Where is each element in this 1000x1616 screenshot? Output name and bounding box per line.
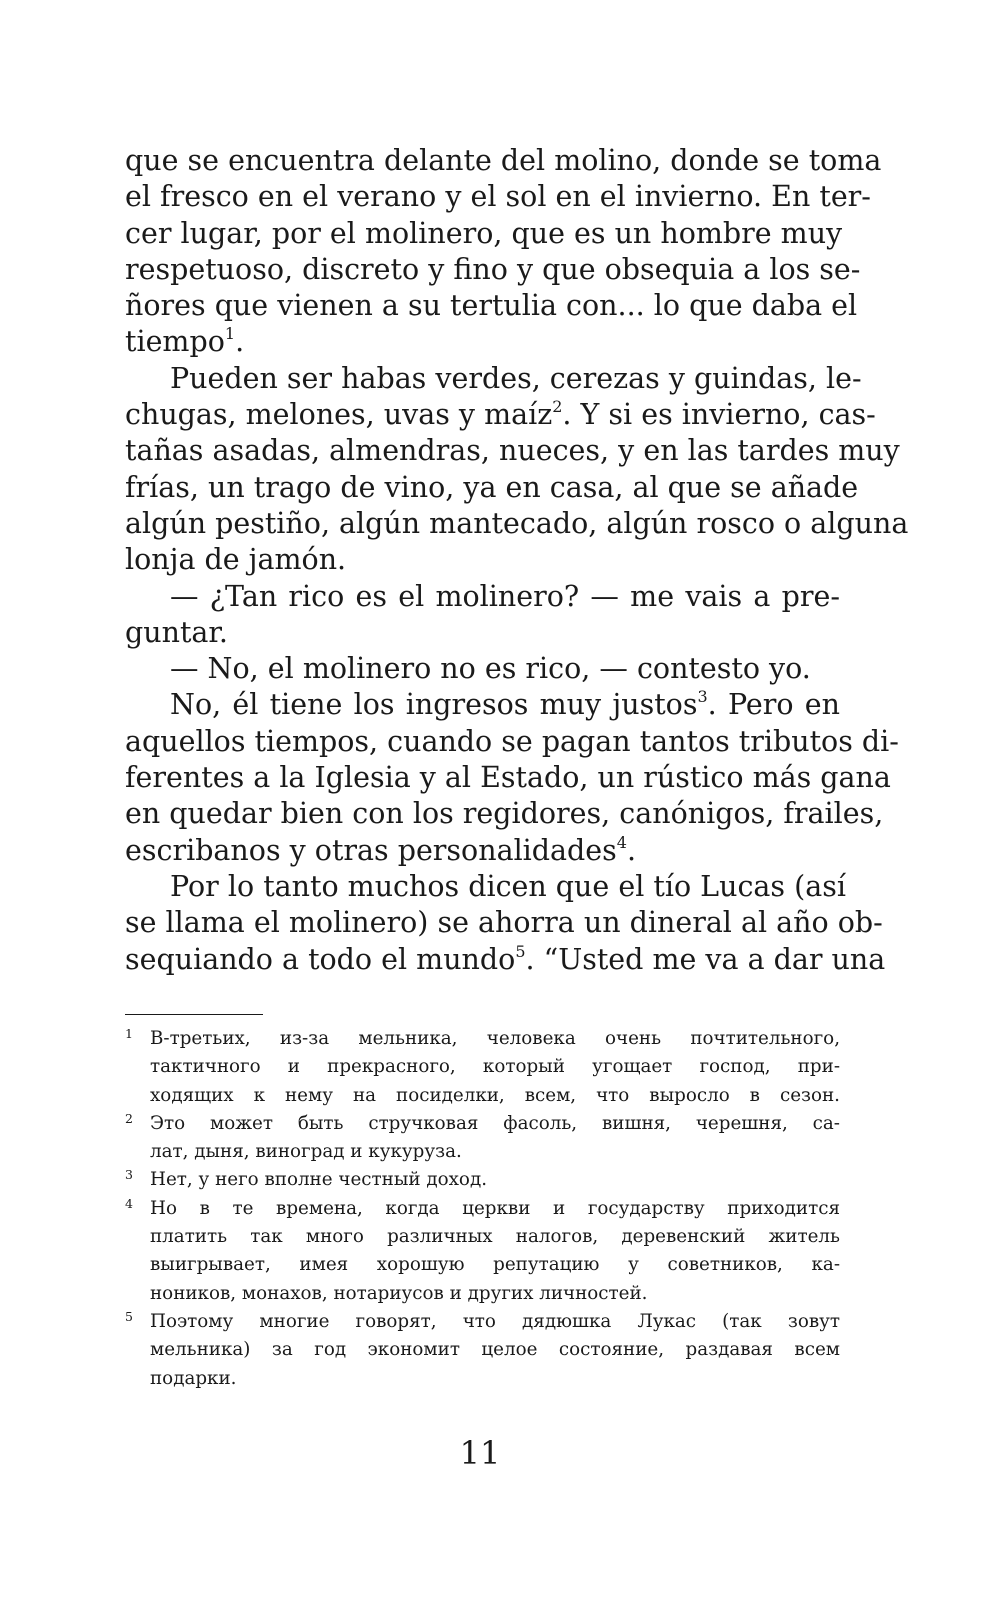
footnote-line: Поэтому многие говорят, что дядюшка Лукас (так зовут xyxy=(150,1310,840,1332)
footnote-line: нoников, монахов, нотариусов и других личностей. xyxy=(150,1282,648,1304)
footnote-line: ходящих к нему на посиделки, всем, что выросло в сезон. xyxy=(150,1084,840,1106)
text-segment: . Pero en xyxy=(707,688,840,722)
text-line: respetuoso, discreto y fino y que obsequia a los se- xyxy=(125,252,861,286)
text-line xyxy=(125,941,886,978)
text-line xyxy=(125,833,840,869)
footnote-number: 5 xyxy=(125,1308,133,1324)
text-line: algún pestiño, algún mantecado, algún rosco o alguna xyxy=(125,506,909,540)
footnote-ref-3: 3 xyxy=(697,687,708,707)
footnote-1 xyxy=(125,1025,840,1110)
text-line xyxy=(125,397,876,433)
text-line: Por lo tanto muchos dicen que el tío Lucas (así xyxy=(170,869,846,903)
text-line xyxy=(125,324,840,360)
text-line: cer lugar, por el molinero, que es un hombre muy xyxy=(125,216,843,250)
page-number: 11 xyxy=(459,1434,501,1472)
footnote-line: Нет, у него вполне честный доход. xyxy=(150,1169,488,1191)
footnote-ref-1: 1 xyxy=(224,324,236,344)
text-segment: . Y si es invierno, cas- xyxy=(562,398,876,432)
footnote-line: выигрывает, имея хорошую репутацию у советников, ка- xyxy=(150,1254,840,1276)
footnote-separator xyxy=(125,1014,263,1015)
footnote-2 xyxy=(125,1110,840,1167)
text-line: tañas asadas, almendras, nueces, y en las tardes muy xyxy=(125,434,900,468)
footnote-number: 2 xyxy=(125,1110,133,1126)
text-segment: escribanos y otras personalidades xyxy=(125,833,617,867)
footnote-line: подарки. xyxy=(150,1367,237,1389)
text-line: aquellos tiempos, cuando se pagan tantos tributos di- xyxy=(125,724,899,758)
text-line: guntar. xyxy=(125,615,228,649)
text-line: ferentes a la Iglesia y al Estado, un rústico más gana xyxy=(125,761,891,795)
footnote-number: 1 xyxy=(125,1026,133,1041)
text-line: lonja de jamón. xyxy=(125,543,347,577)
footnote-line: платить так много различных налогов, деревенский житель xyxy=(150,1226,840,1248)
footnote-4 xyxy=(125,1195,840,1308)
text-segment: . “Usted me va a dar una xyxy=(525,942,886,976)
footnote-line: тактичного и прекрасного, который угощает господ, при- xyxy=(150,1056,840,1078)
footnote-3 xyxy=(125,1166,840,1194)
footnote-line: В-третьих, из-за мельника, человека очень почтительного, xyxy=(150,1028,840,1049)
footnote-5 xyxy=(125,1308,840,1393)
footnotes xyxy=(125,1025,840,1393)
main-text xyxy=(125,143,909,978)
footnote-line: Это может быть стручковая фасоль, вишня, черешня, са- xyxy=(150,1112,840,1134)
text-line: Pueden ser habas verdes, cerezas y guindas, le- xyxy=(170,361,862,395)
footnote-ref-2: 2 xyxy=(552,397,563,417)
text-line: ñores que vienen a su tertulia con... lo que daba el xyxy=(125,289,858,323)
text-segment: No, él tiene los ingresos muy justos xyxy=(170,688,698,722)
text-segment: sequiando a todo el mundo xyxy=(125,942,516,976)
footnote-line: лат, дыня, виноград и кукуруза. xyxy=(150,1141,462,1163)
text-line: frías, un trago de vino, ya en casa, al que se añade xyxy=(125,470,859,504)
footnote-number: 3 xyxy=(125,1167,133,1183)
text-line: — No, el molinero no es rico, — contesto yo. xyxy=(170,652,811,686)
footnote-line: Но в те времена, когда церкви и государству приходится xyxy=(150,1197,840,1219)
text-segment: tiempo xyxy=(125,325,225,359)
text-line: — ¿Tan rico es el molinero? — me vais a pre- xyxy=(170,579,840,613)
footnote-ref-4: 4 xyxy=(616,832,627,852)
text-line xyxy=(125,687,840,723)
text-segment: . xyxy=(235,325,245,359)
text-line: que se encuentra delante del molino, donde se toma xyxy=(125,144,882,177)
text-line: el fresco en el verano y el sol en el invierno. En ter- xyxy=(125,180,871,214)
text-line: se llama el molinero) se ahorra un dineral al año ob- xyxy=(125,906,883,940)
footnote-number: 4 xyxy=(125,1195,133,1211)
text-segment: . xyxy=(626,833,637,867)
text-segment: chugas, melones, uvas y maíz xyxy=(125,398,553,432)
footnote-ref-5: 5 xyxy=(515,941,526,961)
text-line: en quedar bien con los regidores, canónigos, frailes, xyxy=(125,797,884,831)
footnote-line: мельника) за год экономит целое состояние, раздавая всем xyxy=(150,1339,840,1361)
